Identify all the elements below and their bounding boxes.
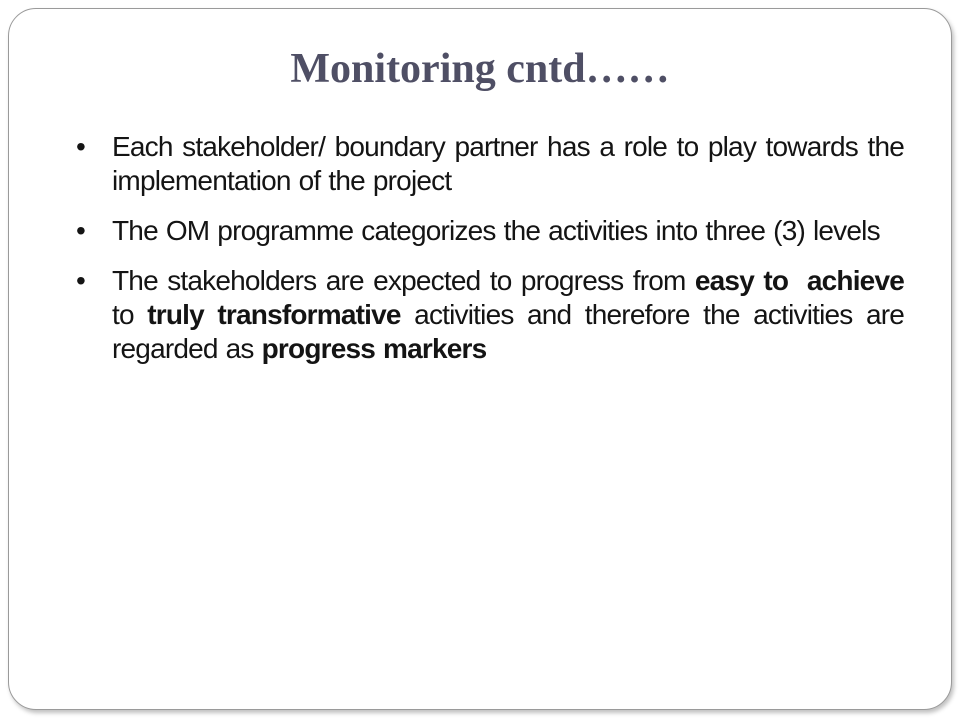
bullet-item: [72, 264, 904, 366]
bullet-item: [72, 214, 904, 248]
bullet-marker: •: [76, 215, 86, 246]
bullet-emphasis: truly transformative: [147, 299, 401, 330]
bullet-text: The OM programme categorizes the activities into three (3) levels: [112, 215, 880, 246]
bullet-text: Each stakeholder/ boundary partner has a role to play towards the implementation of the project: [112, 131, 904, 196]
bullet-marker: •: [76, 265, 86, 296]
bullet-text-segment: The stakeholders are expected to progress from: [112, 265, 695, 296]
bullet-item: [72, 130, 904, 198]
slide-title: Monitoring cntd……: [290, 46, 670, 92]
bullet-list: [72, 130, 904, 382]
bullet-emphasis: progress markers: [261, 333, 487, 364]
bullet-text-segment: activities and therefore the activities are regarded as: [112, 299, 905, 364]
bullet-marker: •: [76, 131, 86, 162]
bullet-text-segment: to: [112, 299, 148, 330]
bullet-emphasis: easy to achieve: [694, 265, 904, 296]
